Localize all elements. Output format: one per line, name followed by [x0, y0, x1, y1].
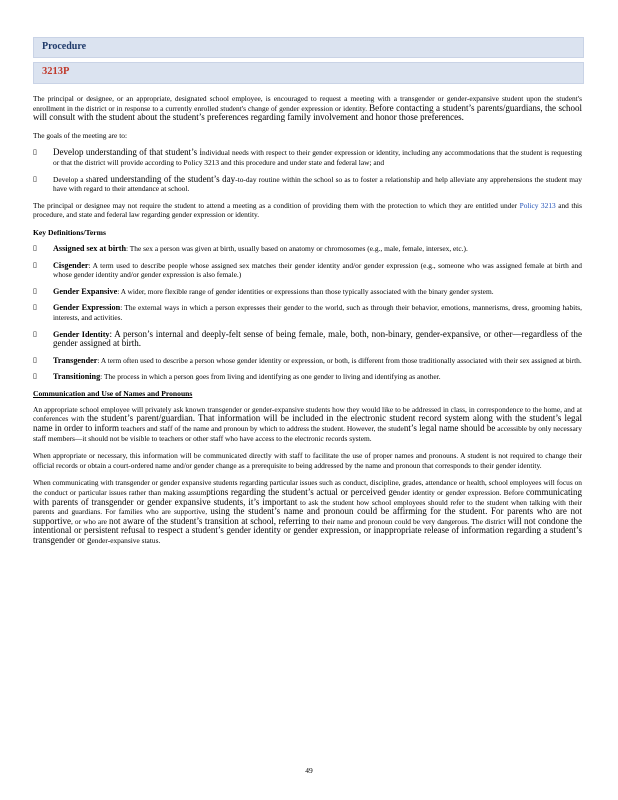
- definition-item: [33, 303, 582, 322]
- document-body: [33, 94, 582, 554]
- bullet-icon: ▯: [33, 355, 37, 364]
- goal-item: ▯ Develop a shared understanding of the student’s day-to-day routine within the school so as to foster a relationship and help alleviate any apprehensions the student may have with regard to their attendance at school.: [33, 173, 582, 194]
- definition-item: [33, 244, 582, 254]
- bullet-icon: ▯: [33, 329, 37, 338]
- intro-text-b: Before contacting a student’s parents/guardians, the school will consult with the student about the student’s preferences regarding family involvement and honor those preferences.: [33, 102, 582, 123]
- not-required-paragraph: The principal or designee may not require the student to attend a meeting as a condition of providing them with the protection to which they are entitled under Policy 3213 and this procedure, and state and federal law regarding gender expression or identity.: [33, 200, 582, 220]
- definition-term: Gender Expression: [53, 303, 121, 313]
- policy-code: 3213P: [42, 66, 70, 77]
- definition-item: [33, 287, 582, 297]
- definition-text: : A person’s internal and deeply-felt sense of being female, male, both, non-binary, gender-expansive, or other—regardless of the gender assigned at birth.: [53, 328, 582, 349]
- definition-term: Assigned sex at birth: [53, 243, 127, 253]
- page-number: 49: [305, 766, 313, 775]
- bullet-icon: ▯: [33, 286, 37, 295]
- goals-intro: The goals of the meeting are to:: [33, 130, 127, 140]
- definition-term: Transitioning: [53, 372, 101, 382]
- definitions-heading: Key Definitions/Terms: [33, 227, 106, 237]
- goal-item: ▯ Develop understanding of that student’s individual needs with respect to their gender expression or identity, including any accommodations that the student is requesting or that the district will provide according to Policy 3213 and this procedure and under state and federal law; and: [33, 147, 582, 167]
- definition-text: : The sex a person was given at birth, usually based on anatomy or chromosomes (e.g., male, female, intersex, etc.).: [126, 243, 468, 253]
- definition-item: [33, 261, 582, 280]
- definition-text: : The process in which a person goes from living and identifying as one gender to living and identifying as another.: [100, 372, 441, 382]
- definition-term: Transgender: [53, 355, 98, 365]
- procedure-header-band: [33, 37, 584, 58]
- bullet-icon: ▯: [33, 174, 37, 183]
- bullet-icon: ▯: [33, 243, 37, 252]
- bullet-icon: ▯: [33, 303, 37, 312]
- intro-paragraph: [33, 94, 582, 123]
- definition-term: Cisgender: [53, 260, 89, 270]
- communication-paragraph-2: When appropriate or necessary, this information will be communicated directly with staff to facilitate the use of proper names and pronouns. A student is not required to change their official records or obtain a court-ordered name and/or gender change as a prerequisite to being addressed by the name and pronoun that corresponds to their gender identity.: [33, 451, 582, 470]
- bullet-icon: ▯: [33, 372, 37, 381]
- definition-item: [33, 330, 582, 349]
- definition-item: [33, 372, 582, 382]
- communication-paragraph-1: An appropriate school employee will privately ask known transgender or gender-expansive students how they would like to be addressed in class, in correspondence to the home, and at conferences with the student’s parent/guardian. That information will be included in the electronic student record system along with the student’s legal name in order to inform teachers and staff of the name and pronoun by which to address the student. However, the student’s legal name should be accessible by only necessary staff members—it should not be visible to teachers or other staff who have access to the electronic records system.: [33, 404, 582, 443]
- definition-term: Gender Identity: [53, 329, 110, 339]
- policy-code-band: [33, 62, 584, 84]
- definition-item: [33, 356, 582, 366]
- bullet-icon: ▯: [33, 148, 37, 157]
- definition-text: : The external ways in which a person expresses their gender to the world, such as through their behavior, emotions, mannerisms, dress, grooming habits, interests, and activities.: [53, 303, 582, 322]
- section-title: Procedure: [42, 41, 87, 52]
- definition-text: : A term often used to describe a person whose gender identity or expression, or both, is different from those traditionally associated with their sex assigned at birth.: [97, 355, 582, 365]
- definition-term: Gender Expansive: [53, 286, 118, 296]
- communication-heading: Communication and Use of Names and Pronouns: [33, 388, 193, 398]
- communication-paragraph-3: When communicating with transgender or gender expansive students regarding particular issues such as conduct, discipline, grades, attendance or health, school employees will focus on the conduct or particular issues rather than making assumptions regarding the student’s actual or perceived gender identity or gender expression. Before communicating with parents of transgender or gender expansive students, it’s important to ask the student how school employees should refer to the student when talking with their parents and guardians. For families who are supportive, using the student’s name and pronoun could be affirming for the student. For parents who are not supportive, or who are not aware of the student’s transition at school, referring to their name and pronoun could be very dangerous. The district will not condone the intentional or persistent refusal to respect a student’s gender identity or gender expression, or inappropriate release of information regarding a student’s transgender or gender-expansive status.: [33, 478, 582, 545]
- bullet-icon: ▯: [33, 260, 37, 269]
- intro-text-a: The principal or designee, or an appropriate, designated school employee, is encouraged to request a meeting with a transgender or gender-expansive student upon the student's enrollment in the district or in response to a currently enrolled student's change of gender expression or identity.: [33, 94, 582, 113]
- policy-link[interactable]: Policy 3213: [519, 200, 556, 210]
- definition-text: : A term used to describe people whose assigned sex matches their gender identity and/or gender expression (e.g., someone who was assigned female at birth and whose gender identity and/or gender expression is also female.): [53, 260, 582, 280]
- definition-text: : A wider, more flexible range of gender identities or expressions than those typically associated with the binary gender system.: [117, 286, 494, 296]
